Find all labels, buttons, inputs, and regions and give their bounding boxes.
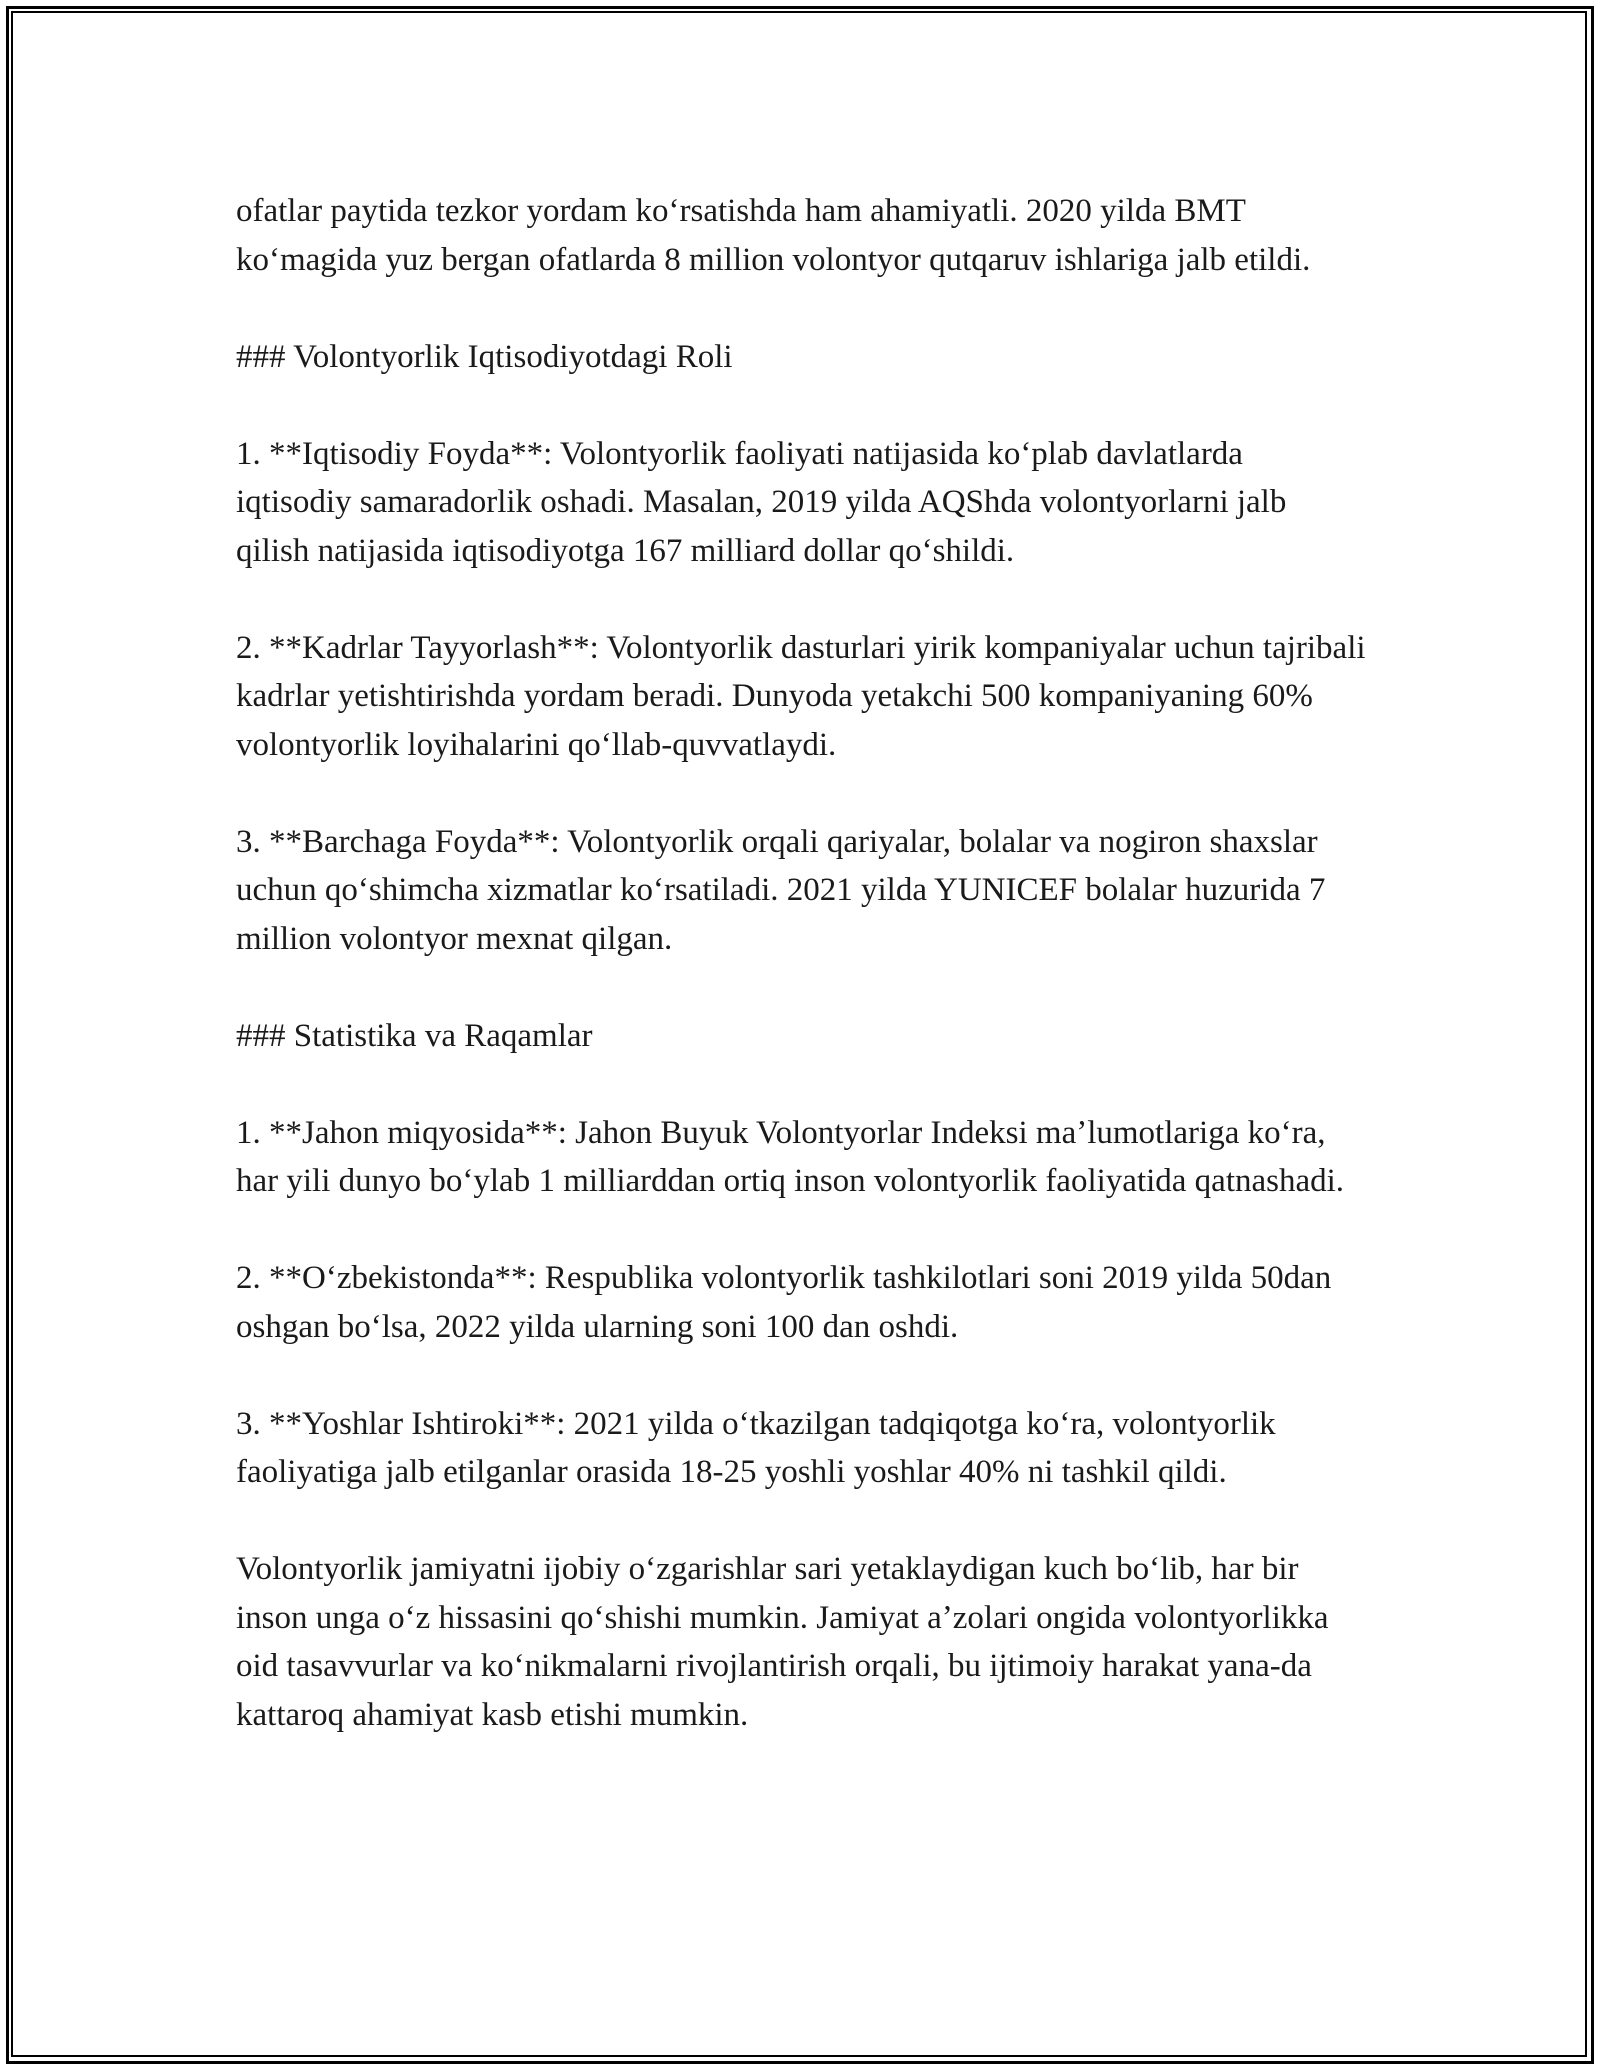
list-item-youth-participation: 3. **Yoshlar Ishtiroki**: 2021 yilda oʻtkazilgan tadqiqotga koʻra, volontyorlik faoliyatiga jalb etilganlar orasida 18-25 yoshli yoshlar 40% ni tashkil qildi.	[236, 1405, 1276, 1490]
document-body	[236, 187, 1366, 1739]
list-item-benefit-for-all: 3. **Barchaga Foyda**: Volontyorlik orqali qariyalar, bolalar va nogiron shaxslar uchun qoʻshimcha xizmatlar koʻrsatiladi. 2021 yilda YUNICEF bolalar huzurida 7 million volontyor mexnat qilgan.	[236, 823, 1326, 957]
list-item-uzbekistan: 2. **Oʻzbekistonda**: Respublika volontyorlik tashkilotlari soni 2019 yilda 50dan oshgan boʻlsa, 2022 yilda ularning soni 100 dan oshdi.	[236, 1260, 1332, 1345]
heading-statistics: ### Statistika va Raqamlar	[236, 1017, 593, 1054]
list-item-global-scale: 1. **Jahon miqyosida**: Jahon Buyuk Volontyorlar Indeksi maʼlumotlariga koʻra, har yili dunyo boʻylab 1 milliarddan ortiq inson volontyorlik faoliyatida qatnashadi.	[236, 1114, 1345, 1199]
heading-economy-role: ### Volontyorlik Iqtisodiyotdagi Roli	[236, 338, 733, 375]
list-item-economic-benefit: 1. **Iqtisodiy Foyda**: Volontyorlik faoliyati natijasida koʻplab davlatlarda iqtisodiy samaradorlik oshadi. Masalan, 2019 yilda AQShda volontyorlarni jalb qilish natijasida iqtisodiyotga 167 milliard dollar qoʻshildi.	[236, 435, 1287, 569]
paragraph-conclusion: Volontyorlik jamiyatni ijobiy oʻzgarishlar sari yetaklaydigan kuch boʻlib, har bir inson unga oʻz hissasini qoʻshishi mumkin. Jamiyat aʼzolari ongida volontyorlikka oid tasavvurlar va koʻnikmalarni rivojlantirish orqali, bu ijtimoiy harakat yana-da kattaroq ahamiyat kasb etishi mumkin.	[236, 1551, 1329, 1733]
list-item-staff-training: 2. **Kadrlar Tayyorlash**: Volontyorlik dasturlari yirik kompaniyalar uchun tajribali kadrlar yetishtirishda yordam beradi. Dunyoda yetakchi 500 kompaniyaning 60% volontyorlik loyihalarini qoʻllab-quvvatlaydi.	[236, 629, 1366, 763]
paragraph-disaster-relief: ofatlar paytida tezkor yordam koʻrsatishda ham ahamiyatli. 2020 yilda BMT koʻmagida yuz bergan ofatlarda 8 million volontyor qutqaruv ishlariga jalb etildi.	[236, 193, 1311, 278]
